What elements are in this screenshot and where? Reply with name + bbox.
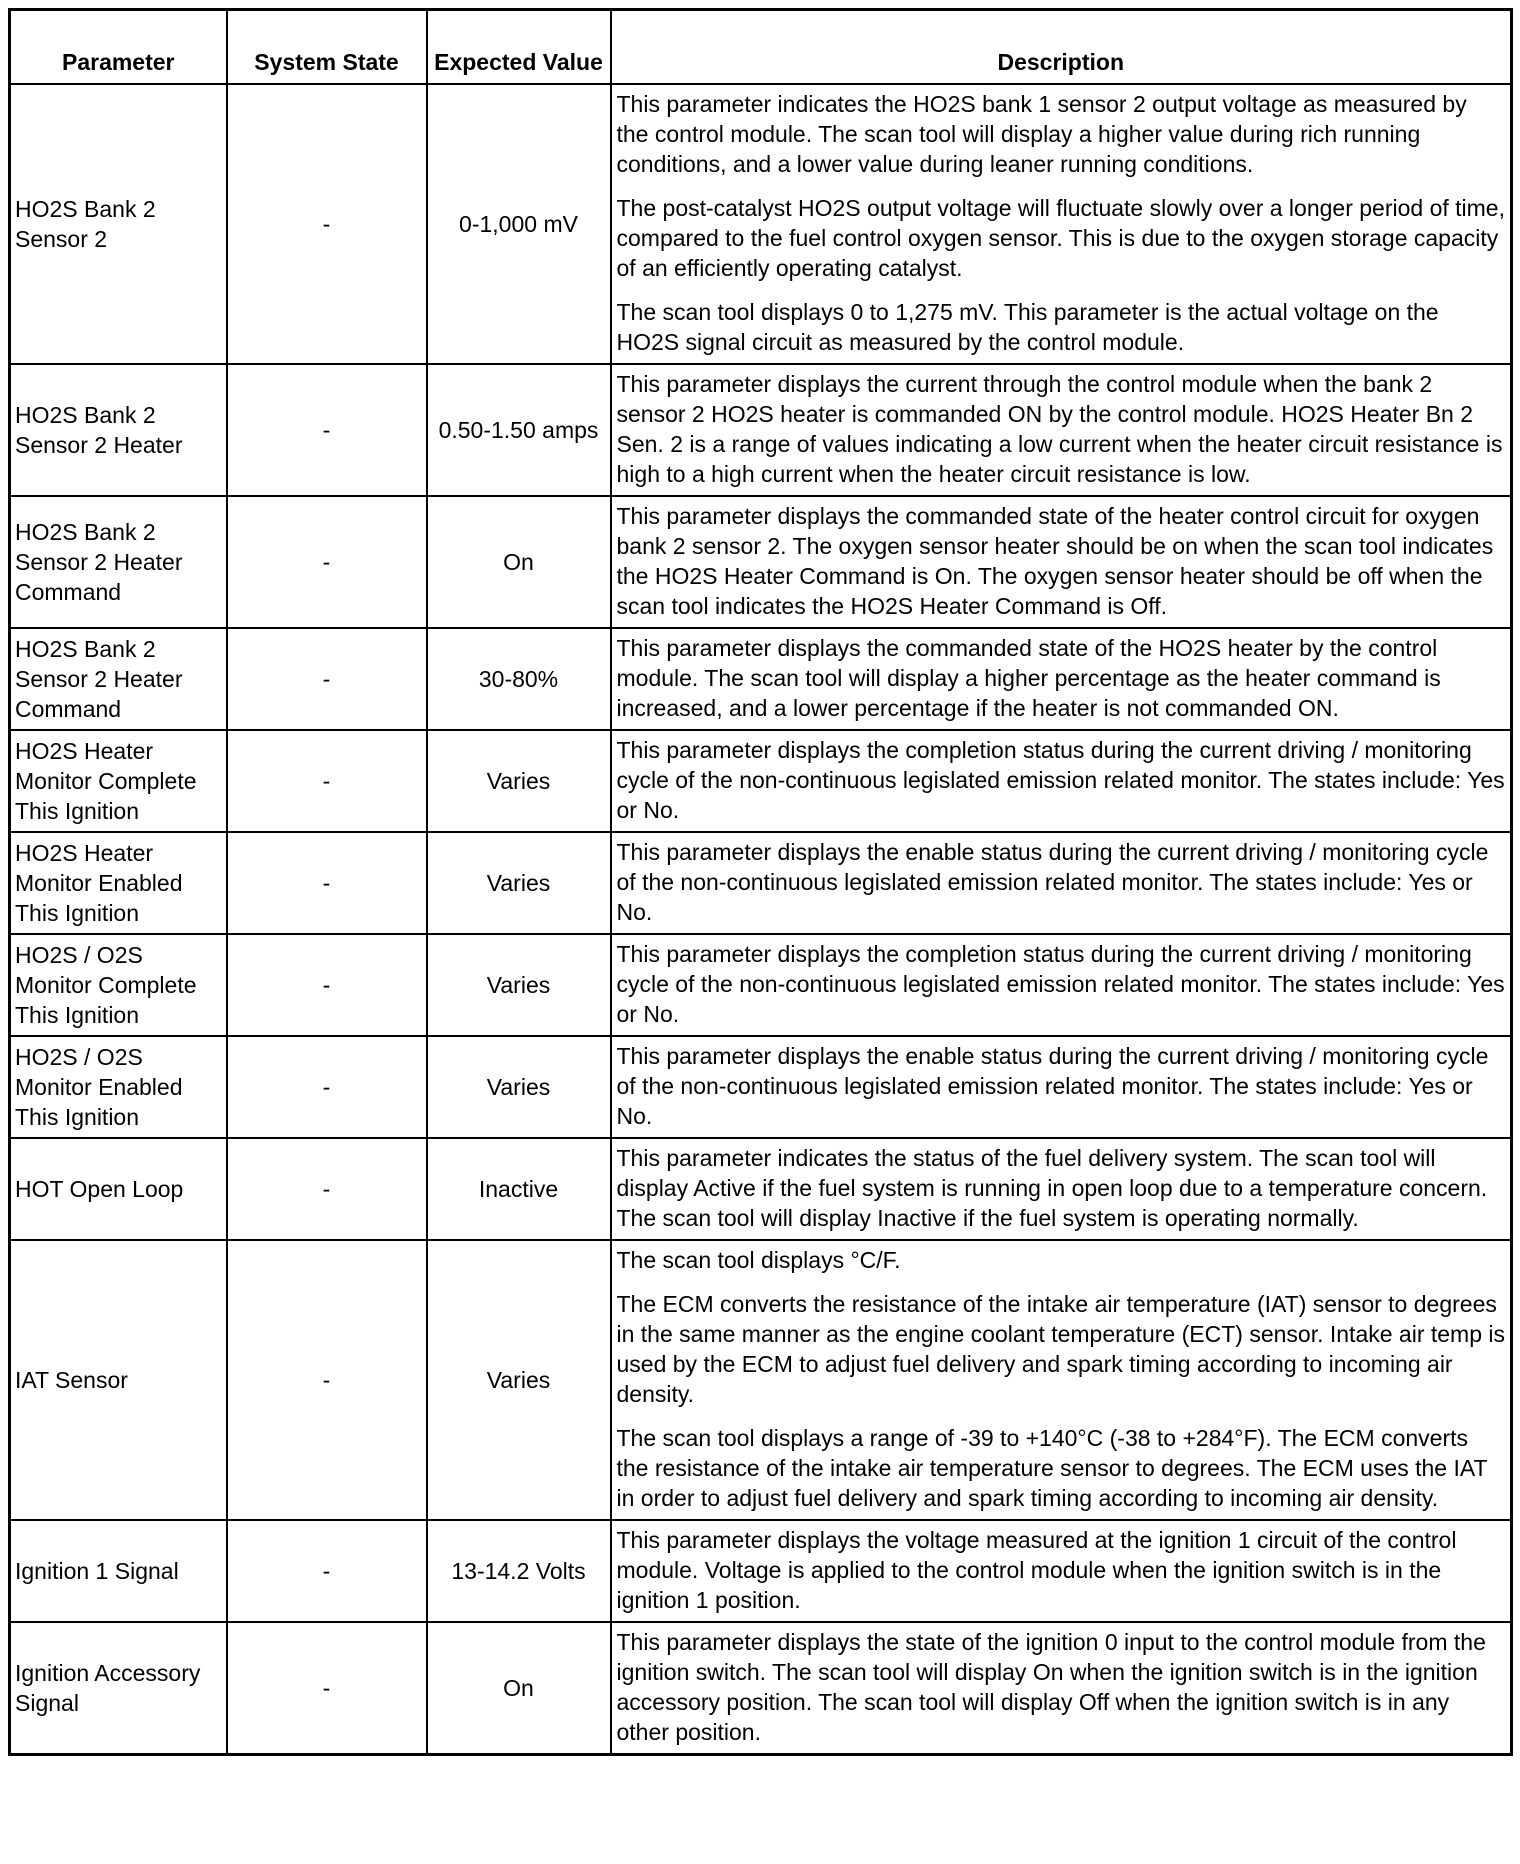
system-state-cell: - <box>227 730 427 832</box>
description-paragraph: This parameter displays the commanded state of the heater control circuit for oxygen bank 2 sensor 2. The oxygen sensor heater should be on when the scan tool indicates the HO2S Heater Command is On. The oxygen sensor heater should be off when the scan tool indicates the HO2S Heater Command is Off. <box>616 503 1494 619</box>
expected-value-cell: Varies <box>427 730 611 832</box>
system-state-cell: - <box>227 364 427 496</box>
expected-value-cell: Varies <box>427 832 611 934</box>
description-paragraph: The scan tool displays 0 to 1,275 mV. This parameter is the actual voltage on the HO2S signal circuit as measured by the control module. <box>616 299 1439 355</box>
description-cell <box>611 1622 1512 1755</box>
parameter-cell: HO2S Bank 2 Sensor 2 Heater Command <box>10 628 227 730</box>
parameter-cell: HO2S Heater Monitor Enabled This Ignition <box>10 832 227 934</box>
table-row <box>10 934 1512 1036</box>
description-paragraph: The scan tool displays °C/F. <box>616 1247 901 1273</box>
table-row <box>10 1138 1512 1240</box>
parameter-cell: IAT Sensor <box>10 1240 227 1520</box>
description-cell <box>611 364 1512 496</box>
parameter-cell: HO2S / O2S Monitor Complete This Ignition <box>10 934 227 1036</box>
system-state-cell: - <box>227 1036 427 1138</box>
expected-value-cell: 30-80% <box>427 628 611 730</box>
table-row <box>10 1520 1512 1622</box>
table-row <box>10 1240 1512 1520</box>
expected-value-cell: 0.50-1.50 amps <box>427 364 611 496</box>
description-paragraph: This parameter displays the current through the control module when the bank 2 sensor 2 HO2S heater is commanded ON by the control module. HO2S Heater Bn 2 Sen. 2 is a range of values indicating a low current when the heater circuit resistance is high to a high current when the heater circuit resistance is low. <box>616 371 1503 487</box>
expected-value-cell: On <box>427 1622 611 1755</box>
description-cell <box>611 1138 1512 1240</box>
header-expected-value: Expected Value <box>427 10 611 85</box>
system-state-cell: - <box>227 832 427 934</box>
table-row <box>10 1036 1512 1138</box>
system-state-cell: - <box>227 1240 427 1520</box>
parameter-cell: HO2S / O2S Monitor Enabled This Ignition <box>10 1036 227 1138</box>
system-state-cell: - <box>227 628 427 730</box>
system-state-cell: - <box>227 1520 427 1622</box>
expected-value-cell: On <box>427 496 611 628</box>
description-paragraph: The ECM converts the resistance of the intake air temperature (IAT) sensor to degrees in the same manner as the engine coolant temperature (ECT) sensor. Intake air temp is used by the ECM to adjust fuel delivery and spark timing according to incoming air density. <box>616 1291 1505 1407</box>
expected-value-cell: 13-14.2 Volts <box>427 1520 611 1622</box>
expected-value-cell: Varies <box>427 934 611 1036</box>
header-row <box>10 10 1512 85</box>
system-state-cell: - <box>227 496 427 628</box>
header-system-state: System State <box>227 10 427 85</box>
expected-value-cell: 0-1,000 mV <box>427 84 611 364</box>
system-state-cell: - <box>227 1138 427 1240</box>
parameter-cell: HO2S Bank 2 Sensor 2 Heater <box>10 364 227 496</box>
description-cell <box>611 730 1512 832</box>
description-paragraph: This parameter indicates the status of the fuel delivery system. The scan tool will display Active if the fuel system is running in open loop due to a temperature concern. The scan tool will display Inactive if the fuel system is operating normally. <box>616 1145 1488 1231</box>
description-paragraph: This parameter displays the enable status during the current driving / monitoring cycle of the non-continuous legislated emission related monitor. The states include: Yes or No. <box>616 839 1489 925</box>
parameter-cell: Ignition Accessory Signal <box>10 1622 227 1755</box>
parameter-cell: HOT Open Loop <box>10 1138 227 1240</box>
parameter-cell: Ignition 1 Signal <box>10 1520 227 1622</box>
expected-value-cell: Varies <box>427 1240 611 1520</box>
expected-value-cell: Varies <box>427 1036 611 1138</box>
table-row <box>10 496 1512 628</box>
description-cell <box>611 84 1512 364</box>
table-body <box>10 84 1512 1755</box>
header-description: Description <box>611 10 1512 85</box>
description-paragraph: The scan tool displays a range of -39 to +140°C (-38 to +284°F). The ECM converts the resistance of the intake air temperature sensor to degrees. The ECM uses the IAT in order to adjust fuel delivery and spark timing according to incoming air density. <box>616 1425 1488 1511</box>
description-cell <box>611 496 1512 628</box>
description-cell <box>611 1520 1512 1622</box>
table-row <box>10 628 1512 730</box>
description-cell <box>611 628 1512 730</box>
parameter-cell: HO2S Bank 2 Sensor 2 Heater Command <box>10 496 227 628</box>
description-cell <box>611 1036 1512 1138</box>
table-row <box>10 84 1512 364</box>
description-paragraph: This parameter displays the completion status during the current driving / monitoring cycle of the non-continuous legislated emission related monitor. The states include: Yes or No. <box>616 941 1505 1027</box>
system-state-cell: - <box>227 84 427 364</box>
parameter-table <box>8 8 1513 1756</box>
expected-value-cell: Inactive <box>427 1138 611 1240</box>
description-paragraph: This parameter displays the completion status during the current driving / monitoring cycle of the non-continuous legislated emission related monitor. The states include: Yes or No. <box>616 737 1505 823</box>
description-cell <box>611 1240 1512 1520</box>
table-row <box>10 1622 1512 1755</box>
description-cell <box>611 934 1512 1036</box>
system-state-cell: - <box>227 1622 427 1755</box>
description-paragraph: This parameter displays the commanded state of the HO2S heater by the control module. The scan tool will display a higher percentage as the heater command is increased, and a lower percentage if the heater is not commanded ON. <box>616 635 1441 721</box>
description-cell <box>611 832 1512 934</box>
description-paragraph: This parameter displays the state of the ignition 0 input to the control module from the ignition switch. The scan tool will display On when the ignition switch is in the ignition accessory position. The scan tool will display Off when the ignition switch is in any other position. <box>616 1629 1486 1745</box>
parameter-cell: HO2S Heater Monitor Complete This Ignition <box>10 730 227 832</box>
header-parameter: Parameter <box>10 10 227 85</box>
table-row <box>10 364 1512 496</box>
table-row <box>10 730 1512 832</box>
table-row <box>10 832 1512 934</box>
system-state-cell: - <box>227 934 427 1036</box>
parameter-cell: HO2S Bank 2 Sensor 2 <box>10 84 227 364</box>
description-paragraph: This parameter indicates the HO2S bank 1 sensor 2 output voltage as measured by the control module. The scan tool will display a higher value during rich running conditions, and a lower value during leaner running conditions. <box>616 91 1467 177</box>
parameter-table-container <box>8 8 1510 1756</box>
description-paragraph: The post-catalyst HO2S output voltage will fluctuate slowly over a longer period of time, compared to the fuel control oxygen sensor. This is due to the oxygen storage capacity of an efficiently operating catalyst. <box>616 195 1505 281</box>
description-paragraph: This parameter displays the enable status during the current driving / monitoring cycle of the non-continuous legislated emission related monitor. The states include: Yes or No. <box>616 1043 1489 1129</box>
description-paragraph: This parameter displays the voltage measured at the ignition 1 circuit of the control module. Voltage is applied to the control module when the ignition switch is in the ignition 1 position. <box>616 1527 1457 1613</box>
